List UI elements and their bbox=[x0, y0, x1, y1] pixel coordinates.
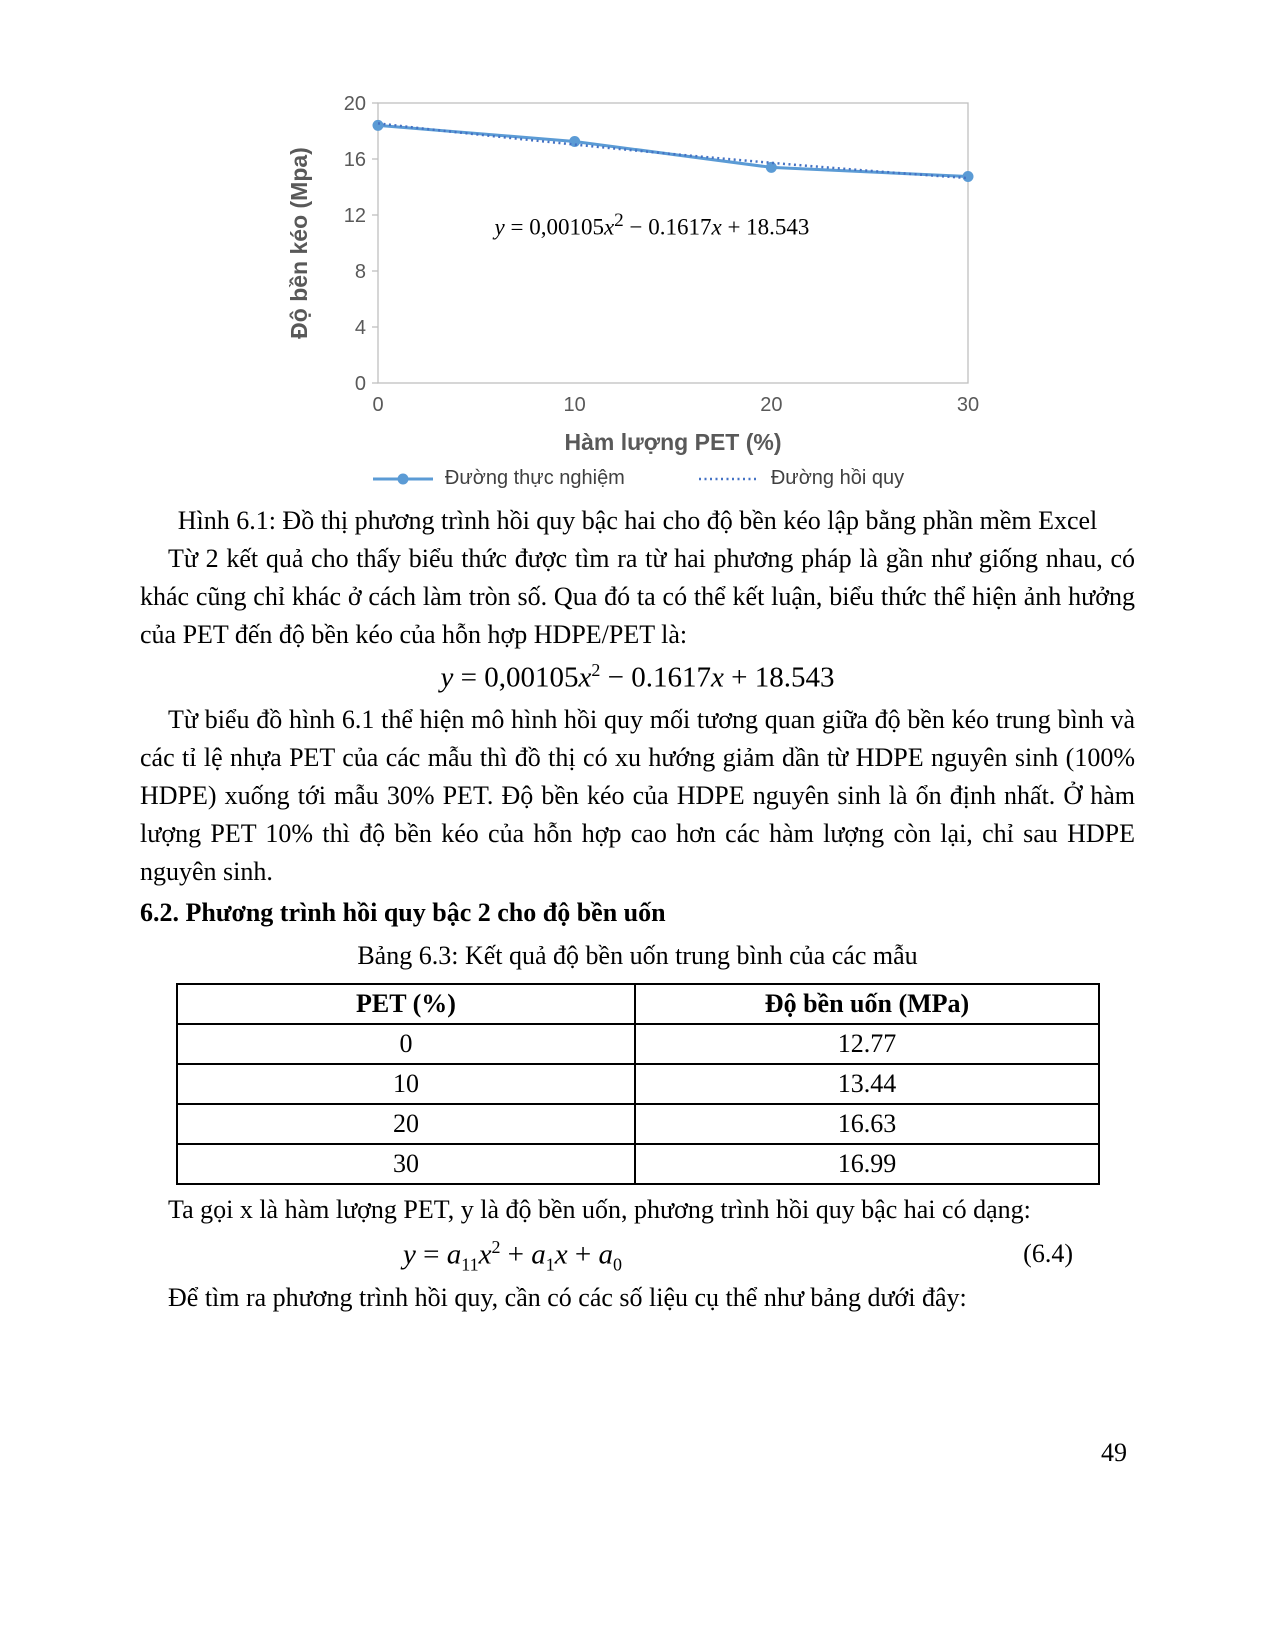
svg-text:0: 0 bbox=[371, 394, 384, 416]
table-cell: 13.44 bbox=[635, 1064, 1099, 1104]
section-heading-6-2: 6.2. Phương trình hồi quy bậc 2 cho độ bền uốn bbox=[140, 897, 666, 927]
table-caption: Bảng 6.3: Kết quả độ bền uốn trung bình của các mẫu bbox=[357, 940, 918, 970]
svg-text:10: 10 bbox=[563, 394, 586, 416]
legend-label-experimental: Đường thực nghiệm bbox=[444, 467, 625, 489]
svg-text:0: 0 bbox=[354, 373, 366, 395]
tensile-regression-equation: $y = 0,00105x^2 - 0.1617x + 18.543$ bbox=[440, 660, 835, 694]
x-axis-label: Hàm lượng PET (%) bbox=[563, 429, 782, 455]
table-row bbox=[177, 1064, 1099, 1104]
svg-text:20: 20 bbox=[759, 394, 782, 416]
paragraph-conclusion: Từ 2 kết quả cho thấy biểu thức được tìm ra từ hai phương pháp là gần như giống nhau, có khác cũng chỉ khác ở cách làm tròn số. Qua đó ta có thể kết luận, biểu thức thể hiện ảnh hưởng của PET đến độ bền kéo của hỗn hợp HDPE/PET là: bbox=[140, 544, 1135, 649]
svg-text:30: 30 bbox=[956, 394, 979, 416]
svg-text:12: 12 bbox=[343, 205, 366, 227]
table-header-pet: PET (%) bbox=[177, 984, 635, 1024]
svg-text:8: 8 bbox=[354, 261, 366, 283]
table-cell: 20 bbox=[177, 1104, 635, 1144]
general-regression-equation: $y = a_{11}x^2 + a_1x + a_0$ bbox=[403, 1236, 622, 1275]
legend-label-regression: Đường hồi quy bbox=[770, 467, 905, 489]
chart-regression-equation: $y = 0,00105x^2 - 0.1617x + 18.543$ bbox=[494, 210, 810, 240]
table-header-row bbox=[177, 984, 1099, 1024]
table-cell: 12.77 bbox=[635, 1024, 1099, 1064]
flexural-strength-table bbox=[176, 983, 1100, 1185]
experimental-line-swatch-icon bbox=[371, 471, 435, 487]
regression-line-swatch-icon bbox=[697, 471, 761, 487]
table-header-flexural: Độ bền uốn (MPa) bbox=[635, 984, 1099, 1024]
legend-item-experimental bbox=[371, 467, 625, 490]
general-equation-row bbox=[140, 1237, 1135, 1275]
equation-number: (6.4) bbox=[1023, 1238, 1073, 1268]
table-cell: 16.63 bbox=[635, 1104, 1099, 1144]
table-row bbox=[177, 1104, 1099, 1144]
legend-item-regression bbox=[697, 467, 904, 490]
svg-text:16: 16 bbox=[343, 149, 366, 171]
tensile-strength-chart bbox=[283, 88, 993, 490]
paragraph-define-variables: Ta gọi x là hàm lượng PET, y là độ bền uốn, phương trình hồi quy bậc hai có dạng: bbox=[168, 1194, 1031, 1224]
table-row bbox=[177, 1144, 1099, 1184]
tensile-chart-svg bbox=[283, 88, 993, 458]
page-number: 49 bbox=[1101, 1438, 1127, 1467]
table-cell: 16.99 bbox=[635, 1144, 1099, 1184]
chart-legend bbox=[283, 467, 993, 490]
svg-text:20: 20 bbox=[343, 93, 366, 115]
table-cell: 30 bbox=[177, 1144, 635, 1184]
y-axis-label: Độ bền kéo (Mpa) bbox=[285, 147, 312, 339]
figure-caption: Hình 6.1: Đồ thị phương trình hồi quy bậc hai cho độ bền kéo lập bằng phần mềm Excel bbox=[177, 506, 1098, 535]
table-cell: 0 bbox=[177, 1024, 635, 1064]
table-row bbox=[177, 1024, 1099, 1064]
svg-text:4: 4 bbox=[354, 317, 366, 339]
paragraph-next-table: Để tìm ra phương trình hồi quy, cần có các số liệu cụ thể như bảng dưới đây: bbox=[168, 1283, 967, 1313]
paragraph-discussion: Từ biểu đồ hình 6.1 thể hiện mô hình hồi quy mối tương quan giữa độ bền kéo trung bình và các tỉ lệ nhựa PET của các mẫu thì đồ thị có xu hướng giảm dần từ HDPE nguyên sinh (100% HDPE) xuống tới mẫu 30% PET. Độ bền kéo của HDPE nguyên sinh là ổn định nhất. Ở hàm lượng PET 10% thì độ bền kéo của hỗn hợp cao hơn các hàm lượng còn lại, chỉ sau HDPE nguyên sinh. bbox=[140, 704, 1135, 886]
table-cell: 10 bbox=[177, 1064, 635, 1104]
